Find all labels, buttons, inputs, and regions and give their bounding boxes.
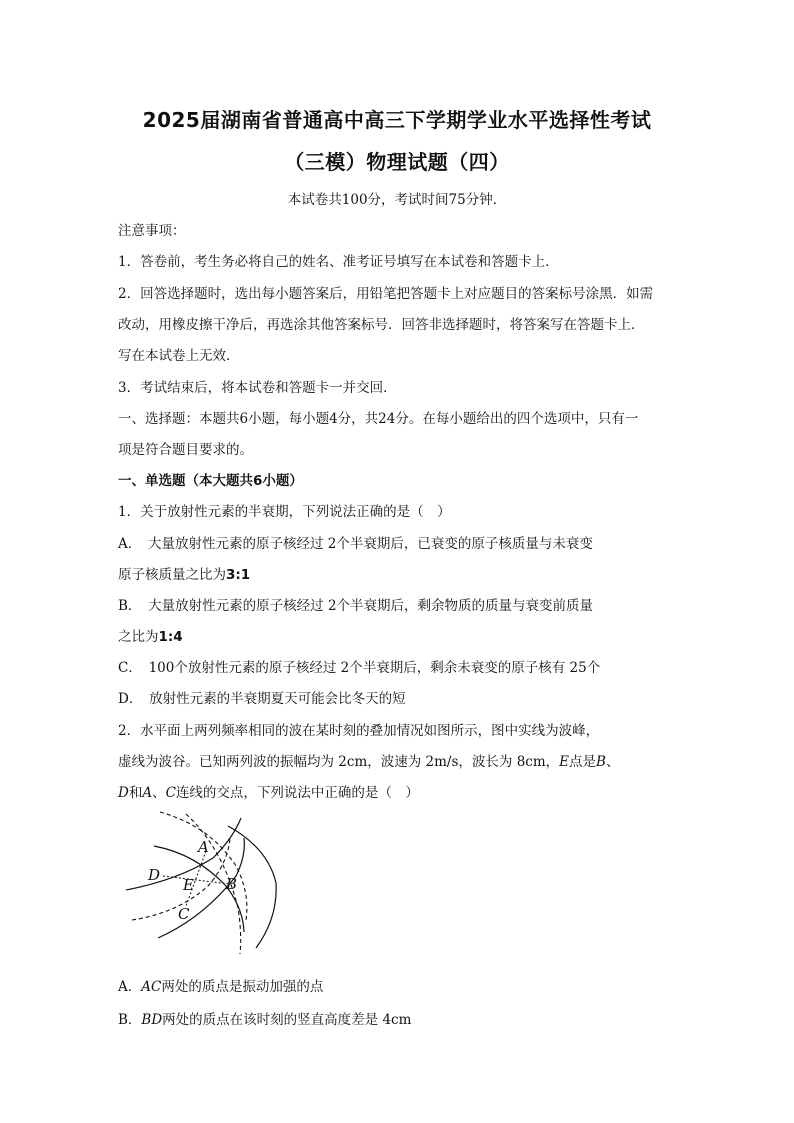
- q2-stem-text: 点是: [569, 754, 597, 770]
- q1-option-a-line1: A． 大量放射性元素的原子核经过 2个半衰期后，已衰变的原子核质量与未衰变: [118, 536, 593, 552]
- note-2-line2: 改动，用橡皮擦干净后，再选涂其他答案标号．回答非选择题时，将答案写在答题卡上．: [118, 317, 645, 333]
- figure-label-b: B: [226, 875, 238, 893]
- q2-point-d: D: [118, 785, 129, 801]
- section-subheading: 一、单选题（本大题共6小题）: [118, 473, 303, 489]
- q1-option-a-ratio: 3:1: [226, 567, 251, 583]
- q2-option-a-var: AC: [141, 979, 162, 995]
- q2-point-a: A: [142, 785, 153, 801]
- q1-option-a-line2: [118, 563, 688, 583]
- section-intro-line2: 项是符合题目要求的。: [118, 442, 253, 458]
- q2-option-b-prefix: B．: [118, 1012, 142, 1028]
- section-intro-line1: 一、选择题：本题共6小题，每小题4分，共24分。在每小题给出的四个选项中，只有一: [118, 411, 639, 427]
- q1-stem: 1．关于放射性元素的半衰期，下列说法正确的是（ ）: [118, 504, 451, 520]
- q2-stem-text: 、: [152, 785, 166, 801]
- q1-option-c: C． 100个放射性元素的原子核经过 2个半衰期后，剩余未衰变的原子核有 25个: [118, 660, 601, 676]
- wave-interference-figure: [118, 808, 288, 958]
- q1-option-b-line2: [118, 625, 688, 645]
- q1-option-b-text: 之比为: [118, 629, 159, 645]
- q2-stem-line3: [118, 781, 688, 801]
- q2-point-e: E: [559, 754, 570, 770]
- note-1: 1．答卷前，考生务必将自己的姓名、准考证号填写在本试卷和答题卡上．: [118, 254, 559, 270]
- q2-option-a-text: 两处的质点是振动加强的点: [161, 979, 324, 995]
- figure-label-c: C: [178, 905, 190, 923]
- q2-option-b-text: 两处的质点在该时刻的竖直高度差是 4cm: [162, 1012, 412, 1028]
- note-2-line1: 2．回答选择题时，选出每小题答案后，用铅笔把答题卡上对应题目的答案标号涂黑．如需: [118, 286, 654, 302]
- q2-stem-text: 、: [605, 754, 620, 770]
- note-2-line3: 写在本试卷上无效．: [118, 348, 240, 364]
- q1-option-d: D． 放射性元素的半衰期夏天可能会比冬天的短: [118, 691, 406, 707]
- q2-stem-text: 和: [128, 785, 143, 801]
- figure-label-d: D: [148, 866, 161, 884]
- exam-info: 本试卷共100分，考试时间75分钟．: [287, 192, 507, 208]
- note-3: 3．考试结束后，将本试卷和答题卡一并交回．: [118, 380, 397, 396]
- q2-option-a-prefix: A．: [118, 979, 142, 995]
- q2-stem-line2: [118, 750, 688, 770]
- q1-option-a-text: 原子核质量之比为: [118, 567, 226, 583]
- q2-stem-text: 虚线为波谷。已知两列波的振幅均为 2cm，波速为 2m/s，波长为 8cm，: [118, 754, 560, 770]
- q2-point-b: B: [596, 754, 606, 770]
- q2-option-b-var: BD: [141, 1012, 163, 1028]
- q2-stem-line1: 2．水平面上两列频率相同的波在某时刻的叠加情况如图所示，图中实线为波峰，: [118, 723, 600, 739]
- figure-label-e: E: [183, 876, 194, 894]
- q2-option-b: [118, 1008, 688, 1028]
- q2-option-a: [118, 975, 688, 995]
- q2-point-c: C: [165, 785, 176, 801]
- q1-option-b-line1: B． 大量放射性元素的原子核经过 2个半衰期后，剩余物质的质量与衰变前质量: [118, 598, 594, 614]
- exam-title-line2: （三模）物理试题（四）: [284, 150, 510, 174]
- q1-option-b-ratio: 1:4: [158, 629, 183, 645]
- notes-heading: 注意事项：: [118, 223, 186, 239]
- figure-label-a: A: [198, 838, 209, 856]
- q2-stem-text: 连线的交点，下列说法中正确的是（ ）: [175, 785, 419, 801]
- exam-title-line1: 2025届湖南省普通高中高三下学期学业水平选择性考试: [142, 108, 652, 132]
